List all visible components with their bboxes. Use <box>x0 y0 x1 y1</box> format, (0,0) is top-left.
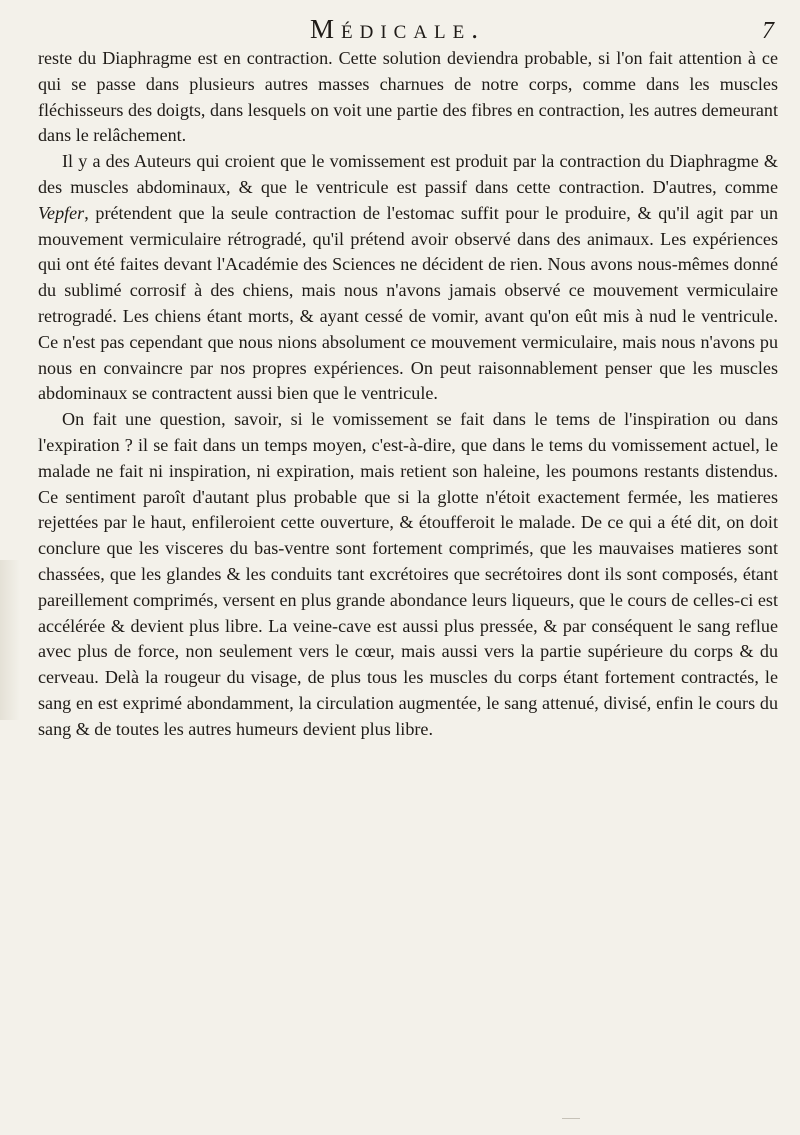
running-head <box>0 14 800 48</box>
paragraph-vomiting-mechanism <box>38 149 778 407</box>
page-number: 7 <box>762 18 774 44</box>
paragraph-inspiration-question: On fait une question, savoir, si le vomissement se fait dans le tems de l'inspiration ou dans l'expiration ? il se fait dans un temps moyen, c'est-à-dire, que dans le tems du vomissement actuel, le malade ne fait ni inspiration, ni expiration, mais retient son haleine, les poumons restants distendus. Ce sentiment paroît d'autant plus probable que si la glotte n'étoit exactement fermée, les matieres rejettées par le haut, enfileroient cette ouverture, & étoufferoit le malade. De ce qui a été dit, on doit conclure que les visceres du bas-ventre sont fortement comprimés, que les mauvaises matieres sont chassées, que les glandes & les conduits tant excrétoires que secrétoires dont ils sont composés, étant pareillement comprimés, versent en plus grande abondance leurs liqueurs, que le cours de celles-ci est accélérée & devient plus libre. La veine-cave est aussi plus pressée, & par conséquent le sang reflue avec plus de force, non seulement vers le cœur, mais aussi vers la partie supérieure du corps & du cerveau. Delà la rougeur du visage, de plus tous les muscles du corps étant fortement contractés, le sang en est exprimé abondamment, la circulation augmentée, le sang attenué, divisé, enfin le cours du sang & de toutes les autres humeurs devient plus libre. <box>38 409 778 739</box>
author-name-vepfer: Vepfer <box>38 202 85 223</box>
paragraph-text-segment: , prétendent que la seule contraction de l'estomac suffit pour le produire, & qu'il agit par un mouvement vermiculaire rétrogradé, qu'il prétend avoir observé dans des animaux. Les expériences qui ont été faites devant l'Académie des Sciences ne décident de rien. Nous avons nous-mêmes donné du sublimé corrosif à des chiens, mais nous n'avons jamais observé ce mouvement vermiculaire retrogradé. Les chiens étant morts, & ayant cessé de vomir, avant qu'on eût mis à nud le ventricule. Ce n'est pas cependant que nous nions absolument ce mouvement vermiculaire, mais nous n'avons pu nous en convaincre par nos propres expériences. On peut raisonnablement penser que les muscles abdominaux se contractent aussi bien que le ventricule. <box>38 202 778 404</box>
paragraph-diaphragm-contraction: reste du Diaphragme est en contraction. Cette solution deviendra probable, si l'on fait attention à ce qui se passe dans plusieurs autres masses charnues de notre corps, comme dans les muscles fléchisseurs des doigts, dans lesquels on voit une partie des fibres en contraction, les autres demeurant dans le relâchement. <box>38 48 778 146</box>
paragraph-text-segment: Il y a des Auteurs qui croient que le vomissement est produit par la contraction du Diaphragme & des muscles abdominaux, & que le ventricule est passif dans cette contraction. D'autres, comme <box>38 151 778 197</box>
page-edge-stain <box>0 560 20 720</box>
body-text <box>38 46 778 743</box>
faint-ink-mark <box>562 1118 580 1119</box>
running-title: Médicale. <box>310 14 486 44</box>
